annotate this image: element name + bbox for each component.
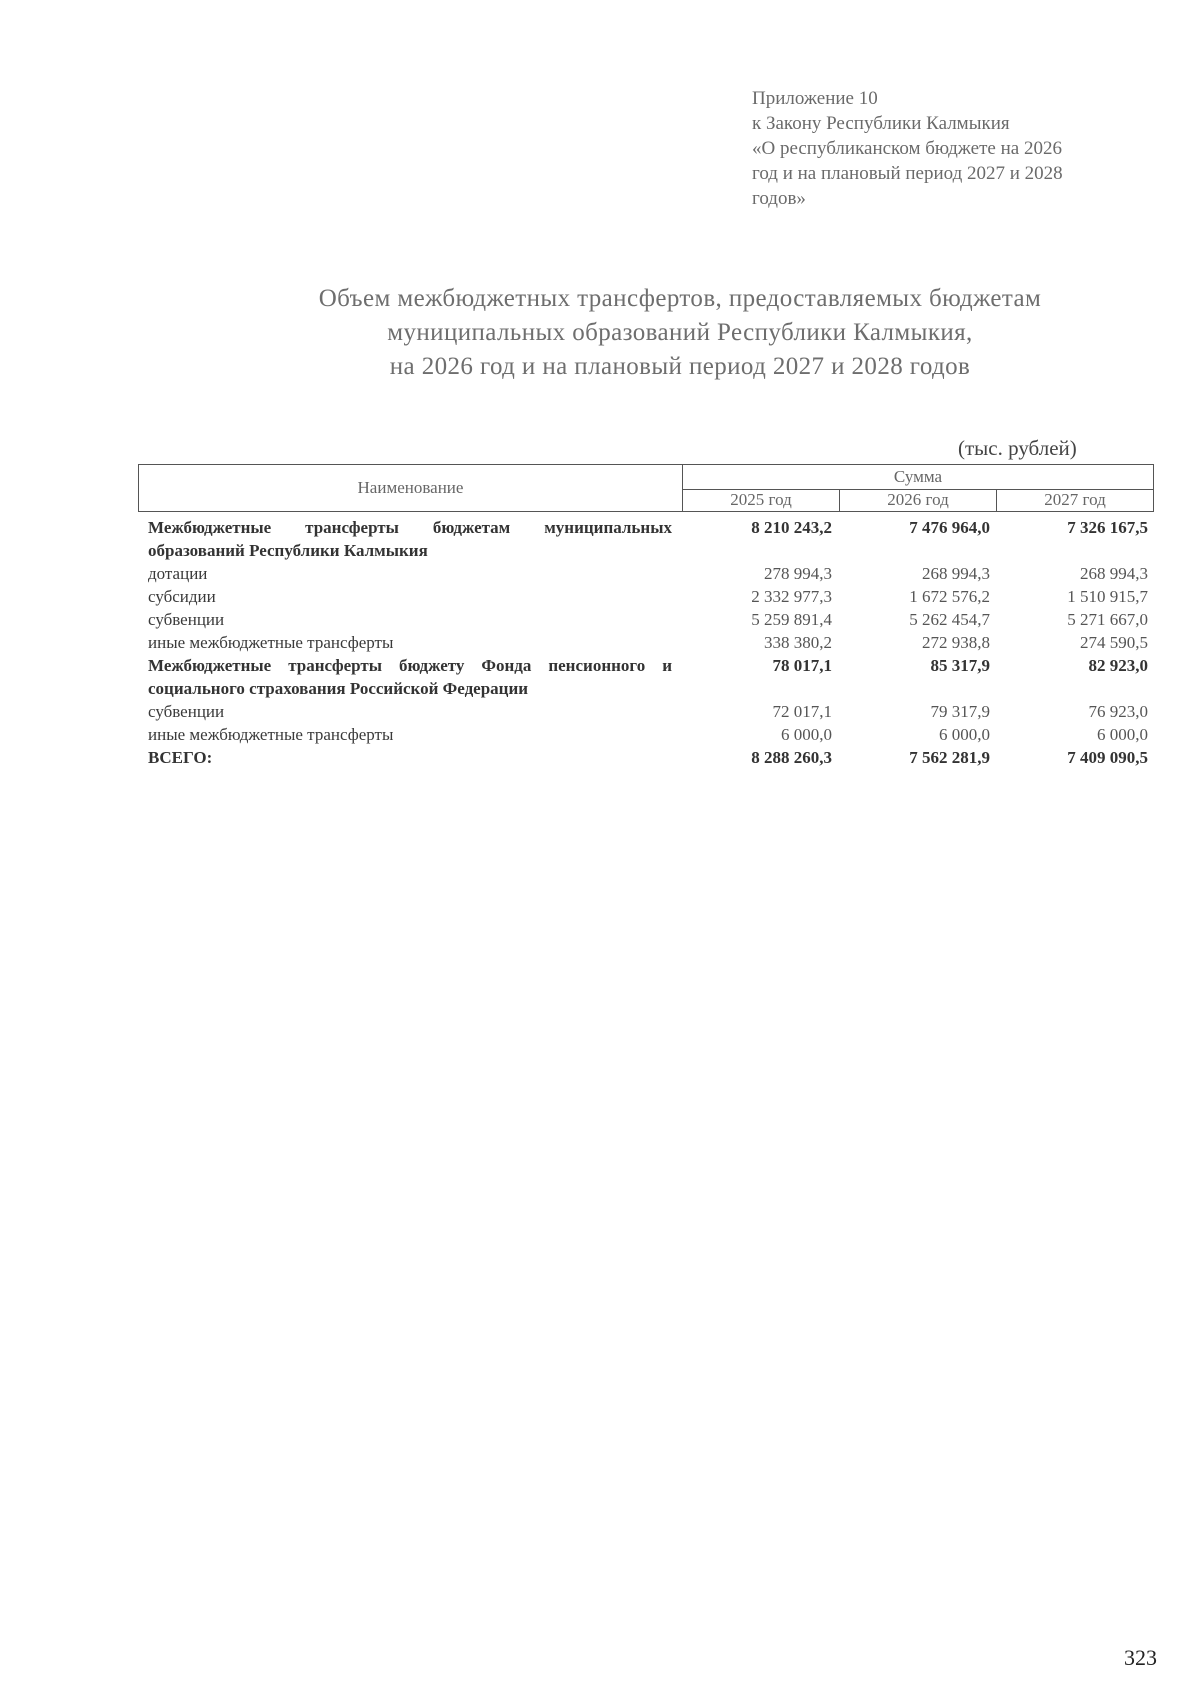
row-value: 1 672 576,2 <box>909 587 990 606</box>
row-name: ВСЕГО: <box>148 748 213 767</box>
table-row <box>148 585 1148 608</box>
row-value: 268 994,3 <box>1080 564 1148 583</box>
row-value: 79 317,9 <box>930 702 990 721</box>
table-row <box>148 562 1148 585</box>
title-line: на 2026 год и на плановый период 2027 и 2028 годов <box>389 353 971 380</box>
row-value: 78 017,1 <box>772 656 832 675</box>
row-value: 8 210 243,2 <box>751 518 832 537</box>
row-value: 5 262 454,7 <box>909 610 990 629</box>
table-row-total <box>148 746 1148 769</box>
table-row <box>148 700 1148 723</box>
row-value: 7 562 281,9 <box>909 748 990 767</box>
row-value: 338 380,2 <box>764 633 832 652</box>
column-header-name: Наименование <box>139 465 683 512</box>
row-value: 7 409 090,5 <box>1067 748 1148 767</box>
row-value: 278 994,3 <box>764 564 832 583</box>
row-value: 6 000,0 <box>939 725 990 744</box>
appendix-line: Приложение 10 <box>752 88 878 109</box>
column-header-sum: Сумма <box>683 465 1154 490</box>
row-value: 82 923,0 <box>1088 656 1148 675</box>
row-value: 1 510 915,7 <box>1067 587 1148 606</box>
row-name: Межбюджетные трансферты бюджету Фонда пенсионного и социального страхования Российской Федерации <box>148 656 672 698</box>
row-value: 85 317,9 <box>930 656 990 675</box>
table-row <box>148 608 1148 631</box>
row-value: 8 288 260,3 <box>751 748 832 767</box>
table-header <box>138 464 1154 512</box>
row-value: 6 000,0 <box>1097 725 1148 744</box>
row-name: субвенции <box>148 702 225 721</box>
appendix-line: год и на плановый период 2027 и 2028 <box>752 163 1063 184</box>
row-value: 7 476 964,0 <box>909 518 990 537</box>
row-value: 2 332 977,3 <box>751 587 832 606</box>
row-name: Межбюджетные трансферты бюджетам муниципальных образований Республики Калмыкия <box>148 518 672 560</box>
row-value: 5 259 891,4 <box>751 610 832 629</box>
table-row <box>148 723 1148 746</box>
table-row <box>148 631 1148 654</box>
table-body <box>148 516 1148 769</box>
title-line: Объем межбюджетных трансфертов, предоставляемых бюджетам <box>318 285 1042 312</box>
appendix-line: к Закону Республики Калмыкия <box>752 113 1010 134</box>
title-line: муниципальных образований Республики Калмыкия, <box>387 319 973 346</box>
document-title <box>200 282 1160 384</box>
row-value: 272 938,8 <box>922 633 990 652</box>
column-header-year: 2025 год <box>683 489 840 511</box>
row-value: 7 326 167,5 <box>1067 518 1148 537</box>
units-label: (тыс. рублей) <box>958 436 1077 460</box>
row-name: иные межбюджетные трансферты <box>148 633 394 652</box>
row-value: 5 271 667,0 <box>1067 610 1148 629</box>
appendix-line: «О республиканском бюджете на 2026 <box>752 138 1062 159</box>
row-name: иные межбюджетные трансферты <box>148 725 394 744</box>
column-header-year: 2027 год <box>997 489 1154 511</box>
column-header-year: 2026 год <box>840 489 997 511</box>
row-value: 72 017,1 <box>772 702 832 721</box>
appendix-note <box>752 86 1162 211</box>
row-value: 274 590,5 <box>1080 633 1148 652</box>
row-value: 268 994,3 <box>922 564 990 583</box>
page-number: 323 <box>1124 1645 1157 1670</box>
appendix-line: годов» <box>752 188 806 209</box>
row-value: 76 923,0 <box>1088 702 1148 721</box>
row-name: дотации <box>148 564 208 583</box>
row-value: 6 000,0 <box>781 725 832 744</box>
row-name: субвенции <box>148 610 225 629</box>
table-row <box>148 516 1148 562</box>
row-name: субсидии <box>148 587 216 606</box>
table-row <box>148 654 1148 700</box>
